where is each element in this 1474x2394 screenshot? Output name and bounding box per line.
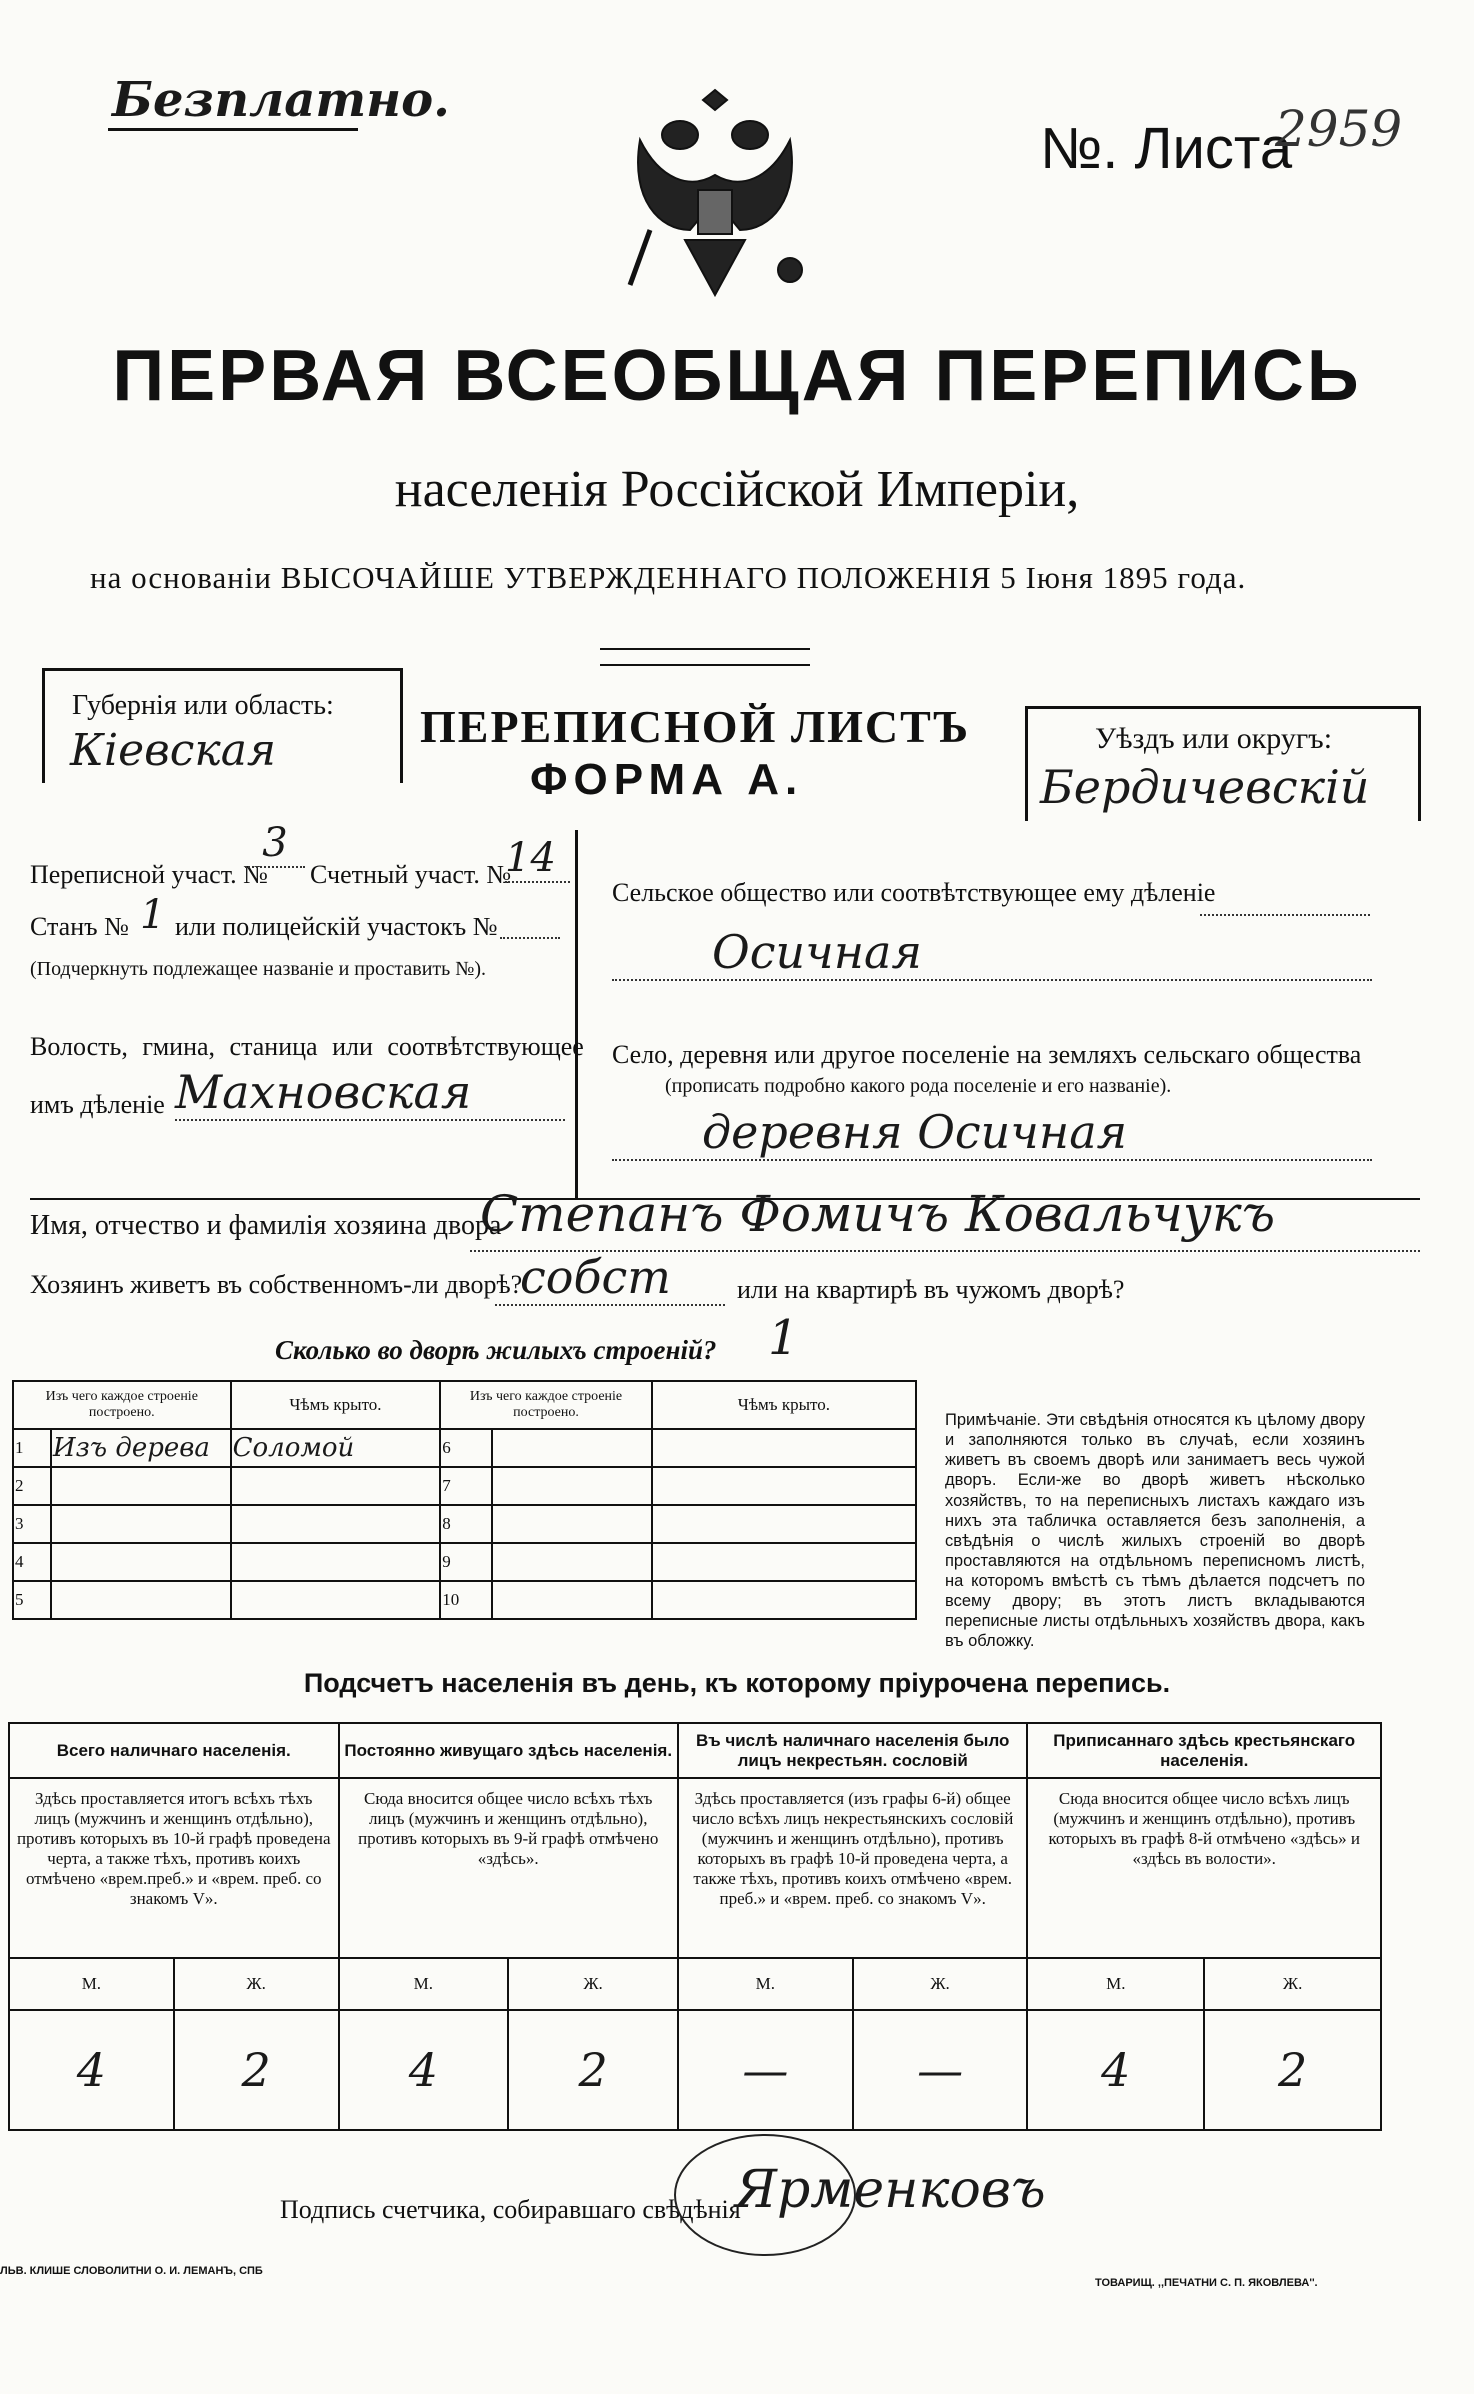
f-label: Ж. [508, 1958, 678, 2010]
nonpeasant-male: — [678, 2010, 853, 2130]
village-note: (прописать подробно какого рода поселеніе и его названіе). [665, 1075, 1172, 1097]
population-title: Подсчетъ населенія въ день, къ которому пріурочена перепись. [303, 1668, 1171, 1698]
resident-male: 4 [339, 2010, 509, 2130]
registered-male: 4 [1027, 2010, 1204, 2130]
m-label: М. [339, 1958, 509, 2010]
col-desc: Сюда вносится общее число всѣхъ лицъ (мужчинъ и женщинъ отдѣльно), противъ которыхъ въ графѣ 8-й отмѣчено «здѣсь» и «здѣсь въ волости». [1027, 1778, 1381, 1958]
m-label: М. [9, 1958, 174, 2010]
census-area-label: Переписной участ. № [30, 860, 268, 889]
material-header-right: Изъ чего каждое строеніе построено. [440, 1381, 651, 1429]
owner-name-label: Имя, отчество и фамилія хозяина двора [30, 1210, 502, 1241]
province-value: Кіевская [70, 725, 277, 776]
signature-label: Подпись счетчика, собиравшаго свѣдѣнія [280, 2195, 741, 2224]
census-title: ПЕРВАЯ ВСЕОБЩАЯ ПЕРЕПИСЬ [112, 336, 1362, 416]
f-label: Ж. [853, 1958, 1028, 2010]
free-underline [108, 128, 358, 131]
police-label: или полицейскій участокъ № [175, 912, 498, 941]
census-area-value: 3 [245, 820, 305, 868]
owner-lives-label: Хозяинъ живетъ въ собственномъ-ли дворѣ? [30, 1270, 523, 1299]
owner-apartment-label: или на квартирѣ въ чужомъ дворѣ? [737, 1275, 1125, 1304]
col-desc: Здѣсь проставляется итогъ всѣхъ тѣхъ лицъ (мужчинъ и женщинъ отдѣльно), противъ которыхъ въ 10-й графѣ проведена черта, а также тѣхъ, противъ коихъ отмѣчено «врем.преб.» и «врем. преб. со знакомъ V». [9, 1778, 339, 1958]
form-title: ПЕРЕПИСНОЙ ЛИСТЪ [420, 701, 971, 752]
row-num: 1 [13, 1429, 51, 1467]
volost-label: Волость, гмина, станица или соотвѣтствующее [30, 1032, 584, 1061]
col-head: Приписаннаго здѣсь крестьянскаго населенія. [1027, 1723, 1381, 1778]
total-male: 4 [9, 2010, 174, 2130]
volost-label-2: имъ дѣленіе [30, 1090, 165, 1119]
m-label: М. [1027, 1958, 1204, 2010]
police-value-line [500, 935, 560, 939]
double-headed-eagle-emblem [620, 80, 810, 310]
total-female: 2 [174, 2010, 339, 2130]
row-num: 6 [440, 1429, 492, 1467]
col-desc: Сюда вносится общее число всѣхъ тѣхъ лицъ (мужчинъ и женщинъ отдѣльно), противъ которыхъ въ 9-й графѣ отмѣчено «здѣсь». [339, 1778, 678, 1958]
legal-basis: на основаніи ВЫСОЧАЙШЕ УТВЕРЖДЕННАГО ПОЛОЖЕНІЯ 5 Іюня 1895 года. [90, 560, 1247, 595]
volost-value: Махновская [175, 1065, 565, 1121]
row-num: 8 [440, 1505, 492, 1543]
police-note: (Подчеркнуть подлежащее названіе и проставить №). [30, 958, 486, 980]
free-label: Безплатно. [112, 72, 450, 128]
stan-label: Станъ № [30, 912, 129, 941]
district-value: Бердичевскій [1040, 760, 1370, 814]
village-value: деревня Осичная [612, 1105, 1372, 1161]
buildings-count-label: Сколько во дворѣ жилыхъ строеній? [275, 1335, 717, 1365]
census-subtitle: населенія Россійской Имперіи, [394, 461, 1080, 518]
buildings-count-value: 1 [768, 1310, 799, 1366]
sheet-number-label: №. Листа [1040, 116, 1293, 181]
counting-area-label: Счетный участ. № [310, 860, 512, 889]
note-text: Примѣчаніе. Эти свѣдѣнія относятся къ цѣлому двору и заполняются только въ случаѣ, если хозяинъ живетъ въ своемъ дворѣ или занимаетъ весь чужой дворъ. Если-же во дворѣ живетъ нѣсколько хозяйствъ, то на переписныхъ листахъ каждаго изъ нихъ эта табличка оставляется безъ заполненія, а свѣдѣнія о числѣ жилыхъ строеній во дворѣ проставляются на отдѣльномъ переписномъ листѣ, на которомъ вмѣстѣ съ тѣмъ дѣлается подсчетъ по всему двору; въ этотъ листъ вкладываются переписные листы отдѣльныхъ хозяйствъ двора, какъ въ обложку. [945, 1411, 1365, 1651]
f-label: Ж. [174, 1958, 339, 2010]
society-label: Сельское общество или соотвѣтствующее ему дѣленіе [612, 878, 1216, 907]
printer-right: ТОВАРИЩ. ,,ПЕЧАТНИ С. П. ЯКОВЛЕВА''. [1095, 2277, 1318, 2289]
society-value: Осичная [612, 925, 1372, 981]
registered-female: 2 [1204, 2010, 1381, 2130]
row-num: 4 [13, 1543, 51, 1581]
roof-header-right: Чѣмъ крыто. [652, 1381, 916, 1429]
f-label: Ж. [1204, 1958, 1381, 2010]
row-num: 10 [440, 1581, 492, 1619]
sheet-number-value: 2959 [1275, 100, 1403, 158]
printer-left: ЛЬВ. КЛИШЕ СЛОВОЛИТНИ О. И. ЛЕМАНЪ, СПБ [0, 2265, 263, 2277]
stan-value: 1 [140, 892, 166, 938]
province-label: Губернія или область: [72, 690, 334, 721]
m-label: М. [678, 1958, 853, 2010]
population-table [8, 1722, 1382, 2131]
row-num: 2 [13, 1467, 51, 1505]
row-num: 7 [440, 1467, 492, 1505]
buildings-table [12, 1380, 917, 1620]
form-subtitle: ФОРМА А. [530, 755, 804, 804]
ornament-divider [600, 648, 810, 666]
resident-female: 2 [508, 2010, 678, 2130]
village-label: Село, деревня или другое поселеніе на земляхъ сельскаго общества [612, 1040, 1362, 1069]
row-num: 5 [13, 1581, 51, 1619]
material-header-left: Изъ чего каждое строеніе построено. [13, 1381, 231, 1429]
counting-area-value: 14 [505, 835, 570, 883]
row-num: 3 [13, 1505, 51, 1543]
col-head: Постоянно живущаго здѣсь населенія. [339, 1723, 678, 1778]
signature-value: Ярменковъ [735, 2160, 1046, 2220]
roof-header-left: Чѣмъ крыто. [231, 1381, 441, 1429]
owner-lives-value: собст [495, 1250, 725, 1306]
row-material: Изъ дерева [51, 1429, 231, 1467]
owner-name-value: Степанъ Фомичъ Ковальчукъ [480, 1185, 1276, 1243]
nonpeasant-female: — [853, 2010, 1028, 2130]
row-roof: Соломой [231, 1429, 441, 1467]
col-head: Всего наличнаго населенія. [9, 1723, 339, 1778]
col-desc: Здѣсь проставляется (изъ графы 6-й) общее число всѣхъ лицъ некрестьянскихъ сословій (мужчинъ и женщинъ отдѣльно), противъ которыхъ въ графѣ 10-й проведена черта, а также тѣхъ, противъ коихъ отмѣчено «врем. преб.» и «врем. преб. со знакомъ V». [678, 1778, 1028, 1958]
col-head: Въ числѣ наличнаго населенія было лицъ некрестьян. сословій [678, 1723, 1028, 1778]
district-label: Уѣздъ или округъ: [1095, 722, 1333, 755]
row-num: 9 [440, 1543, 492, 1581]
